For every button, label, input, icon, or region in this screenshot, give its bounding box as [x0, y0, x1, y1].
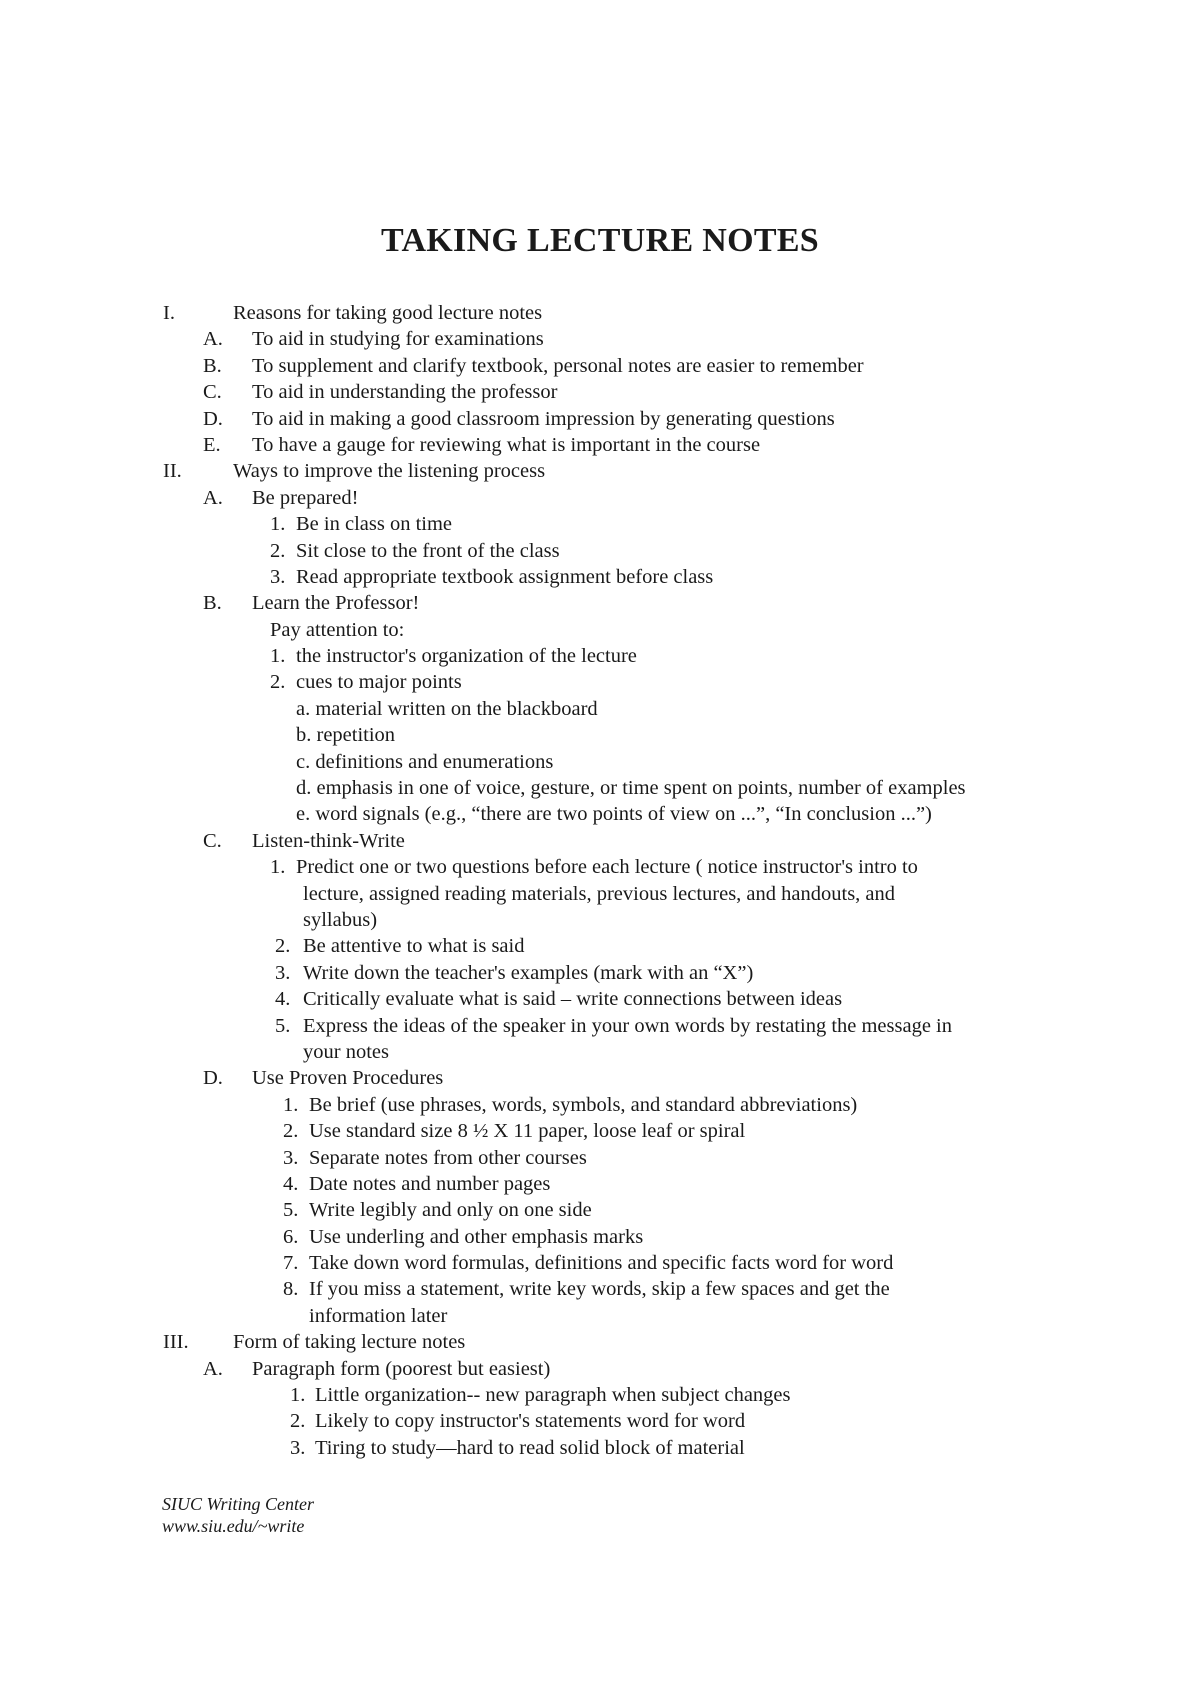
outline-item-text: Take down word formulas, definitions and specific facts word for word	[309, 1252, 894, 1275]
outline-item-text: To aid in understanding the professor	[252, 381, 558, 404]
outline-item-level-4	[0, 775, 1200, 801]
outline-item-level-3	[0, 538, 1200, 564]
outline-item-level-3	[0, 1039, 1200, 1065]
outline-item-marker: 3.	[275, 961, 291, 984]
outline-item-marker: E.	[203, 433, 221, 456]
outline-item-level-4	[0, 801, 1200, 827]
outline-item-marker: 2.	[270, 539, 286, 562]
outline-item-marker: 1.	[270, 513, 286, 536]
outline-item-text: Express the ideas of the speaker in your own words by restating the message in	[303, 1014, 953, 1037]
outline-item-level-1	[0, 1329, 1200, 1355]
outline-item-text: Pay attention to:	[270, 618, 405, 641]
outline-item-level-3	[0, 881, 1200, 907]
outline-item-level-2	[0, 1356, 1200, 1382]
outline-item-marker: 3.	[270, 565, 286, 588]
outline-item-marker: 2.	[270, 671, 286, 694]
outline-item-level-1	[0, 300, 1200, 326]
outline-item-marker: A.	[203, 328, 223, 351]
outline-item-marker: 2.	[275, 935, 291, 958]
outline-item-marker: B.	[203, 354, 222, 377]
outline-item-level-3	[0, 1303, 1200, 1329]
outline-item-marker: 5.	[283, 1199, 299, 1222]
outline-item-marker: 1.	[290, 1384, 306, 1407]
outline-item-level-3	[0, 1250, 1200, 1276]
outline-item-marker: 8.	[283, 1278, 299, 1301]
outline-item-text: d. emphasis in one of voice, gesture, or time spent on points, number of examples	[296, 777, 966, 800]
outline-item-level-2	[0, 406, 1200, 432]
footer-url: www.siu.edu/~write	[162, 1516, 305, 1536]
outline-item-level-3	[0, 960, 1200, 986]
page-title: TAKING LECTURE NOTES	[380, 222, 820, 259]
outline-item-level-3	[0, 1118, 1200, 1144]
outline-item-text: Date notes and number pages	[309, 1172, 551, 1195]
outline-item-level-2	[0, 1065, 1200, 1091]
outline-item-text: To have a gauge for reviewing what is important in the course	[252, 433, 761, 456]
outline-item-level-2	[0, 379, 1200, 405]
outline-item-marker: D.	[203, 1067, 223, 1090]
outline-item-marker: 1.	[270, 856, 286, 879]
outline-item-text: If you miss a statement, write key words, skip a few spaces and get the	[309, 1278, 890, 1301]
outline-item-text: To aid in making a good classroom impression by generating questions	[252, 407, 835, 430]
outline-item-text: Use Proven Procedures	[252, 1067, 444, 1090]
outline-item-level-3	[0, 986, 1200, 1012]
outline-item-text: a. material written on the blackboard	[296, 697, 598, 720]
outline-item-text: cues to major points	[296, 671, 462, 694]
outline-item-level-3	[0, 1224, 1200, 1250]
outline-item-level-3	[0, 933, 1200, 959]
outline-item-text: c. definitions and enumerations	[296, 750, 554, 773]
outline-item-marker: 1.	[283, 1093, 299, 1116]
outline-item-marker: 4.	[283, 1172, 299, 1195]
outline-item-marker: 2.	[283, 1120, 299, 1143]
outline-item-marker: 3.	[283, 1146, 299, 1169]
outline-item-text: Critically evaluate what is said – write connections between ideas	[303, 988, 843, 1011]
outline-item-text: Separate notes from other courses	[309, 1146, 587, 1169]
outline-item-text: Sit close to the front of the class	[296, 539, 560, 562]
outline-item-marker: 4.	[275, 988, 291, 1011]
outline-item-level-3	[0, 1382, 1200, 1408]
outline-item-text: Be attentive to what is said	[303, 935, 525, 958]
outline-item-level-3	[0, 1276, 1200, 1302]
outline-item-text: your notes	[303, 1040, 389, 1063]
outline-item-text: the instructor's organization of the lecture	[296, 645, 637, 668]
outline-item-marker: A.	[203, 486, 223, 509]
outline-item-text: e. word signals (e.g., “there are two points of view on ...”, “In conclusion ...”)	[296, 803, 932, 826]
outline-item-level-2	[0, 326, 1200, 352]
outline-item-marker: 5.	[275, 1014, 291, 1037]
outline	[0, 300, 1200, 1461]
outline-item-text: Learn the Professor!	[252, 592, 420, 615]
outline-item-level-3	[0, 1145, 1200, 1171]
outline-item-marker: B.	[203, 592, 222, 615]
outline-item-level-4	[0, 696, 1200, 722]
outline-item-text: Write down the teacher's examples (mark with an “X”)	[303, 961, 754, 984]
outline-item-text: information later	[309, 1304, 448, 1327]
outline-item-text: Form of taking lecture notes	[233, 1331, 466, 1354]
outline-item-marker: II.	[163, 460, 182, 483]
outline-item-level-4	[0, 749, 1200, 775]
outline-item-marker: C.	[203, 381, 222, 404]
outline-item-marker: 6.	[283, 1225, 299, 1248]
outline-item-text: Predict one or two questions before each lecture ( notice instructor's intro to	[296, 856, 918, 879]
outline-item-level-3	[0, 564, 1200, 590]
outline-item-level-3	[0, 1408, 1200, 1434]
outline-item-level-1	[0, 458, 1200, 484]
outline-item-text: lecture, assigned reading materials, previous lectures, and handouts, and	[303, 882, 896, 905]
outline-item-level-3	[0, 617, 1200, 643]
outline-item-text: Use underling and other emphasis marks	[309, 1225, 644, 1248]
outline-item-level-2	[0, 485, 1200, 511]
outline-item-text: Likely to copy instructor's statements word for word	[315, 1410, 746, 1433]
outline-item-level-4	[0, 722, 1200, 748]
outline-item-marker: 2.	[290, 1410, 306, 1433]
outline-item-level-3	[0, 1013, 1200, 1039]
outline-item-text: Be in class on time	[296, 513, 453, 536]
footer	[162, 1493, 314, 1537]
outline-item-marker: I.	[163, 302, 175, 324]
outline-item-marker: A.	[203, 1357, 223, 1380]
outline-item-level-3	[0, 643, 1200, 669]
outline-item-text: Write legibly and only on one side	[309, 1199, 592, 1222]
outline-item-text: Ways to improve the listening process	[233, 460, 546, 483]
outline-item-level-2	[0, 353, 1200, 379]
outline-item-level-2	[0, 432, 1200, 458]
outline-item-level-3	[0, 854, 1200, 880]
outline-item-text: Paragraph form (poorest but easiest)	[252, 1357, 551, 1380]
outline-item-marker: 3.	[290, 1436, 306, 1459]
outline-item-text: Listen-think-Write	[252, 829, 405, 852]
outline-item-text: To supplement and clarify textbook, personal notes are easier to remember	[252, 354, 864, 377]
outline-item-text: Read appropriate textbook assignment before class	[296, 565, 714, 588]
outline-item-marker: III.	[163, 1331, 189, 1354]
outline-item-level-3	[0, 669, 1200, 695]
outline-item-level-2	[0, 828, 1200, 854]
outline-item-marker: 1.	[270, 645, 286, 668]
outline-item-marker: 7.	[283, 1252, 299, 1275]
outline-item-text: syllabus)	[303, 908, 378, 931]
outline-item-level-3	[0, 1171, 1200, 1197]
outline-item-marker: C.	[203, 829, 222, 852]
outline-item-text: Tiring to study—hard to read solid block of material	[315, 1436, 745, 1459]
outline-item-text: Use standard size 8 ½ X 11 paper, loose leaf or spiral	[309, 1120, 746, 1143]
footer-organization: SIUC Writing Center	[162, 1494, 314, 1514]
outline-item-level-3	[0, 907, 1200, 933]
outline-item-marker: D.	[203, 407, 223, 430]
outline-item-text: Reasons for taking good lecture notes	[233, 302, 543, 324]
outline-item-level-3	[0, 1092, 1200, 1118]
outline-item-level-3	[0, 1435, 1200, 1461]
outline-item-text: Be prepared!	[252, 486, 359, 509]
outline-item-text: Little organization-- new paragraph when subject changes	[315, 1384, 791, 1407]
outline-item-text: Be brief (use phrases, words, symbols, and standard abbreviations)	[309, 1093, 858, 1116]
outline-item-level-2	[0, 590, 1200, 616]
outline-item-text: b. repetition	[296, 724, 396, 747]
outline-item-level-3	[0, 1197, 1200, 1223]
outline-item-text: To aid in studying for examinations	[252, 328, 544, 351]
outline-item-level-3	[0, 511, 1200, 537]
